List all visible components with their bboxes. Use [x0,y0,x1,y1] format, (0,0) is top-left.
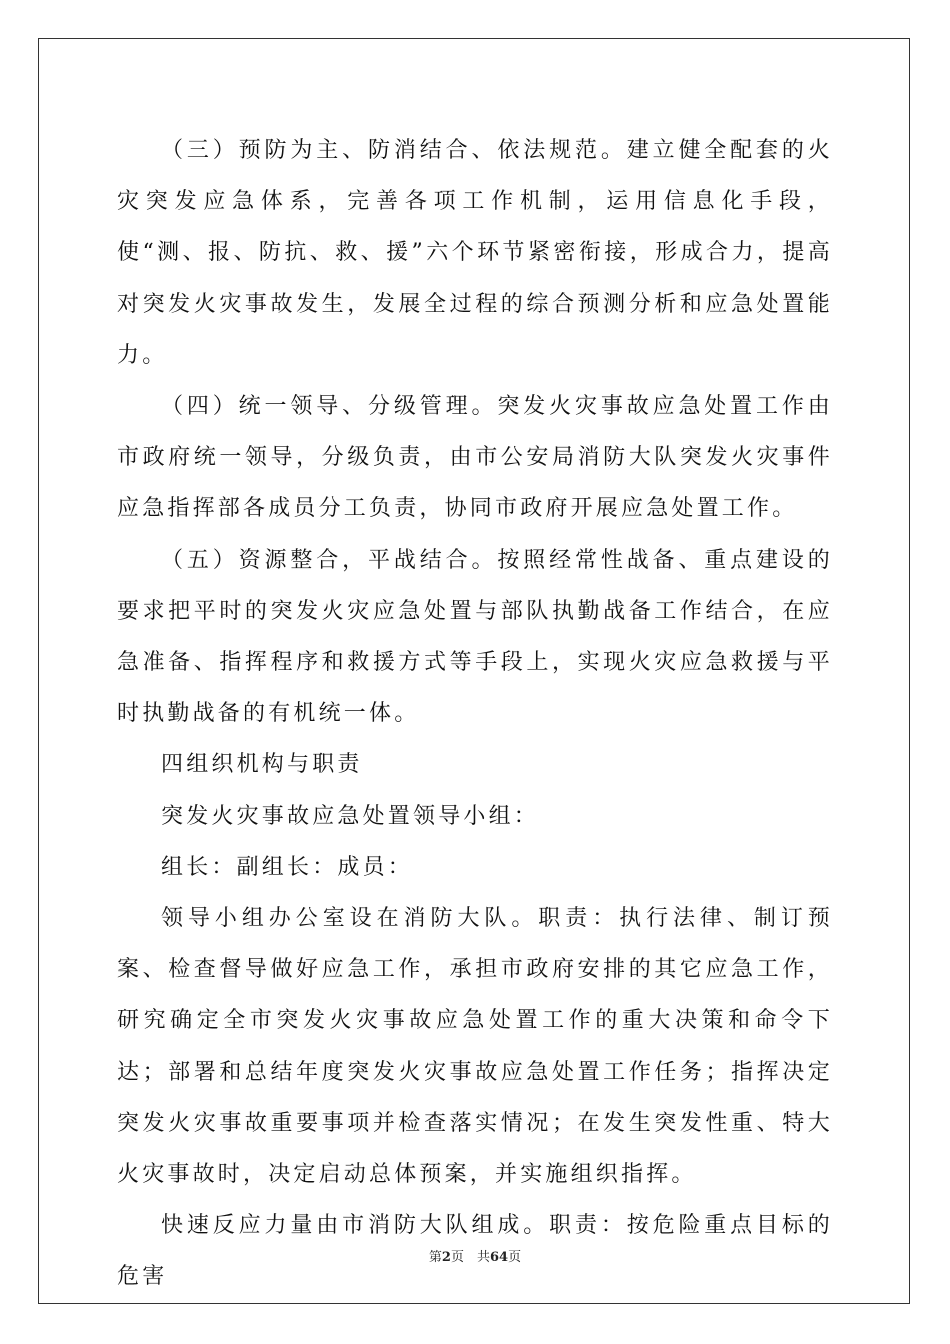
paragraph-principle-three: （三）预防为主、防消结合、依法规范。建立健全配套的火灾突发应急体系，完善各项工作机制，运用信息化手段，使“测、报、防抗、救、援”六个环节紧密衔接，形成合力，提高对突发火灾事故发生，发展全过程的综合预测分析和应急处置能力。 [117,138,833,368]
paragraph-principle-four: （四）统一领导、分级管理。突发火灾事故应急处置工作由市政府统一领导，分级负责，由市公安局消防大队突发火灾事件应急指挥部各成员分工负责，协同市政府开展应急处置工作。 [117,394,833,522]
paragraph-leading-group: 突发火灾事故应急处置领导小组： [161,803,540,829]
page-footer [0,1246,950,1265]
footer-total-pages: 64 [489,1250,509,1265]
document-body [117,125,833,1303]
footer-page-number: 2 [441,1250,451,1265]
paragraph-principle-five: （五）资源整合，平战结合。按照经常性战备、重点建设的要求把平时的突发火灾应急处置与部队执勤战备工作结合，在应急准备、指挥程序和救援方式等手段上，实现火灾应急救援与平时执勤战备的有机统一体。 [117,547,833,727]
paragraph-office-duties: 领导小组办公室设在消防大队。职责：执行法律、制订预案、检查督导做好应急工作，承担市政府安排的其它应急工作，研究确定全市突发火灾事故应急处置工作的重大决策和命令下达；部署和总结年度突发火灾事故应急处置工作任务；指挥决定突发火灾事故重要事项并检查落实情况；在发生突发性重、特大火灾事故时，决定启动总体预案，并实施组织指挥。 [117,906,833,1188]
paragraph-group-members: 组长：副组长：成员： [161,854,414,880]
footer-page-prefix: 第 [428,1250,442,1265]
paragraph-rapid-response: 快速反应力量由市消防大队组成。职责：按危险重点目标的危害 [117,1213,833,1290]
footer-page-mid: 页 共 [450,1250,490,1265]
section-heading-organization: 四组织机构与职责 [161,752,363,778]
footer-page-suffix: 页 [508,1250,522,1265]
